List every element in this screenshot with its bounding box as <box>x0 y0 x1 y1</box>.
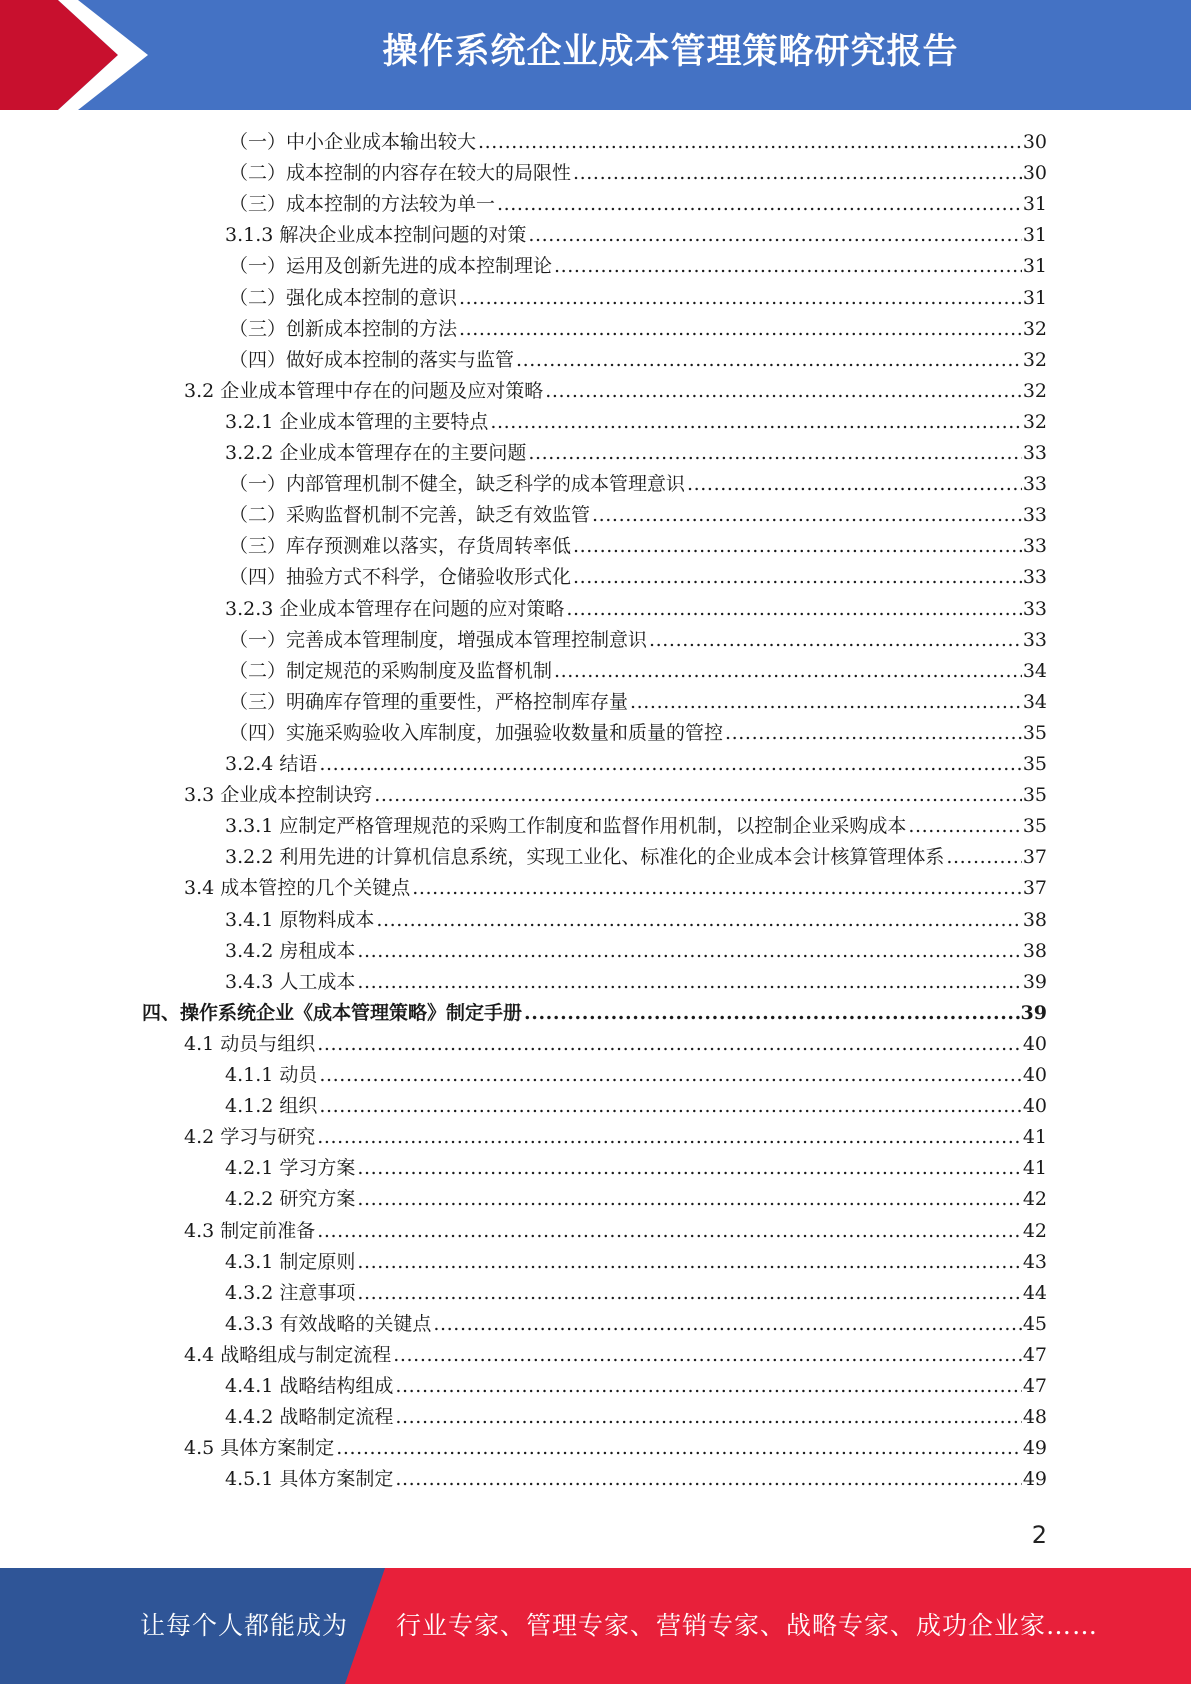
toc-entry[interactable] <box>225 1184 1047 1215</box>
toc-entry-page: 33 <box>1022 535 1047 558</box>
toc-entry[interactable] <box>229 127 1047 158</box>
toc-entry-page: 42 <box>1022 1188 1047 1211</box>
toc-entry-page: 30 <box>1022 162 1047 185</box>
toc-dot-leader <box>317 1122 1022 1153</box>
toc-dot-leader <box>528 220 1021 251</box>
toc-entry[interactable] <box>225 1402 1047 1433</box>
toc-dot-leader <box>566 594 1021 625</box>
toc-entry[interactable] <box>229 500 1047 531</box>
toc-entry-label: （四）实施采购验收入库制度，加强验收数量和质量的管控 <box>229 721 724 744</box>
toc-entry[interactable] <box>184 1216 1047 1247</box>
toc-entry[interactable] <box>229 189 1047 220</box>
toc-dot-leader <box>374 780 1022 811</box>
toc-dot-leader <box>497 189 1022 220</box>
toc-entry-page: 44 <box>1022 1281 1047 1304</box>
toc-dot-leader <box>946 842 1021 873</box>
toc-dot-leader <box>317 1029 1022 1060</box>
toc-entry-page: 31 <box>1022 193 1047 216</box>
toc-entry[interactable] <box>225 967 1047 998</box>
toc-dot-leader <box>725 718 1022 749</box>
toc-entry[interactable] <box>184 1340 1047 1371</box>
toc-entry-page: 30 <box>1022 131 1047 153</box>
toc-entry-label: （一）内部管理机制不健全，缺乏科学的成本管理意识 <box>229 473 686 496</box>
page-footer <box>0 1568 1191 1684</box>
toc-dot-leader <box>317 1216 1022 1247</box>
page-number: 2 <box>1031 1521 1047 1549</box>
toc-entry-page: 47 <box>1022 1375 1047 1397</box>
toc-entry[interactable] <box>184 376 1047 407</box>
toc-entry-label: 3.3.1 应制定严格管理规范的采购工作制度和监督作用机制，以控制企业采购成本 <box>225 815 907 838</box>
toc-entry[interactable] <box>229 251 1047 282</box>
toc-entry-page: 41 <box>1022 1157 1047 1180</box>
toc-entry-label: （三）明确库存管理的重要性，严格控制库存量 <box>229 690 629 713</box>
toc-entry-page: 45 <box>1022 1312 1047 1335</box>
toc-dot-leader <box>545 376 1022 407</box>
toc-entry[interactable] <box>225 1309 1047 1340</box>
toc-entry-label: 4.3.3 有效战略的关键点 <box>225 1312 432 1335</box>
toc-entry-page: 33 <box>1022 566 1047 589</box>
toc-entry-label: （二）成本控制的内容存在较大的局限性 <box>229 162 572 185</box>
toc-dot-leader <box>319 1060 1021 1091</box>
toc-entry[interactable] <box>229 687 1047 718</box>
toc-dot-leader <box>319 749 1021 780</box>
toc-dot-leader <box>459 314 1022 345</box>
toc-entry-page: 38 <box>1022 908 1047 931</box>
toc-entry-page: 34 <box>1022 659 1047 682</box>
toc-entry-label: 4.2.1 学习方案 <box>225 1157 356 1180</box>
toc-entry[interactable] <box>225 1091 1047 1122</box>
toc-entry-label: 四、操作系统企业《成本管理策略》制定手册 <box>142 1001 523 1024</box>
toc-entry[interactable] <box>184 873 1047 904</box>
toc-entry-label: （四）抽验方式不科学，仓储验收形式化 <box>229 566 572 589</box>
toc-entry-page: 35 <box>1022 784 1047 807</box>
toc-dot-leader <box>687 469 1022 500</box>
toc-entry-page: 33 <box>1022 473 1047 496</box>
toc-dot-leader <box>630 687 1022 718</box>
toc-entry-page: 33 <box>1022 504 1047 527</box>
toc-entry[interactable] <box>229 158 1047 189</box>
toc-dot-leader <box>528 438 1021 469</box>
page-header <box>0 0 1191 110</box>
toc-entry-page: 32 <box>1022 410 1047 433</box>
toc-dot-leader <box>573 158 1022 189</box>
toc-entry-page: 43 <box>1022 1250 1047 1273</box>
toc-entry-page: 40 <box>1022 1064 1047 1086</box>
toc-dot-leader <box>459 283 1022 314</box>
toc-dot-leader <box>490 407 1021 438</box>
toc-entry-page: 32 <box>1022 379 1047 402</box>
toc-entry-label: （三）成本控制的方法较为单一 <box>229 193 496 216</box>
toc-entry[interactable] <box>229 625 1047 656</box>
toc-entry-label: 4.1.1 动员 <box>225 1064 318 1086</box>
toc-entry-label: （一）中小企业成本输出较大 <box>229 131 477 153</box>
toc-entry-label: 3.2.2 企业成本管理存在的主要问题 <box>225 442 527 464</box>
toc-entry[interactable] <box>225 1464 1047 1495</box>
toc-entry-label: 4.3.2 注意事项 <box>225 1281 356 1304</box>
toc-entry[interactable] <box>225 936 1047 967</box>
toc-entry-page: 31 <box>1022 224 1047 247</box>
toc-entry-page: 31 <box>1022 255 1047 278</box>
toc-entry-page: 48 <box>1022 1406 1047 1429</box>
toc-entry-page: 34 <box>1022 690 1047 713</box>
toc-entry-label: 3.3 企业成本控制诀窍 <box>184 784 373 807</box>
toc-entry[interactable] <box>225 438 1047 469</box>
toc-entry-label: （二）强化成本控制的意识 <box>229 286 458 309</box>
toc-dot-leader <box>524 998 1020 1029</box>
toc-entry[interactable] <box>229 562 1047 593</box>
toc-entry[interactable] <box>229 314 1047 345</box>
toc-dot-leader <box>357 936 1021 967</box>
toc-dot-leader <box>395 1402 1021 1433</box>
toc-entry[interactable] <box>229 656 1047 687</box>
toc-entry-page: 39 <box>1022 970 1047 993</box>
toc-dot-leader <box>357 1278 1021 1309</box>
toc-entry-page: 37 <box>1022 877 1047 900</box>
toc-entry-label: 4.4.2 战略制定流程 <box>225 1406 394 1429</box>
toc-dot-leader <box>395 1464 1021 1495</box>
toc-entry[interactable] <box>225 1371 1047 1402</box>
toc-entry[interactable] <box>229 469 1047 500</box>
toc-dot-leader <box>357 1184 1021 1215</box>
toc-entry-label: （二）采购监督机制不完善，缺乏有效监管 <box>229 504 591 527</box>
toc-entry-label: 4.2.2 研究方案 <box>225 1188 356 1211</box>
toc-entry[interactable] <box>184 1122 1047 1153</box>
toc-entry-page: 42 <box>1022 1219 1047 1242</box>
toc-dot-leader <box>554 251 1022 282</box>
toc-entry-label: 4.4.1 战略结构组成 <box>225 1375 394 1397</box>
toc-dot-leader <box>573 562 1022 593</box>
toc-entry-label: 4.1 动员与组织 <box>184 1032 316 1055</box>
toc-entry-label: 3.2 企业成本管理中存在的问题及应对策略 <box>184 379 544 402</box>
toc-entry-page: 47 <box>1022 1343 1047 1366</box>
toc-dot-leader <box>357 1247 1021 1278</box>
toc-entry-label: 4.5 具体方案制定 <box>184 1437 335 1460</box>
toc-entry-page: 39 <box>1020 1001 1047 1024</box>
toc-entry-label: 4.2 学习与研究 <box>184 1126 316 1149</box>
toc-entry-page: 49 <box>1022 1437 1047 1460</box>
toc-entry-label: 3.2.2 利用先进的计算机信息系统，实现工业化、标准化的企业成本会计核算管理体系 <box>225 846 945 869</box>
toc-entry-page: 35 <box>1022 721 1047 744</box>
toc-entry-label: （二）制定规范的采购制度及监督机制 <box>229 659 553 682</box>
toc-dot-leader <box>433 1309 1021 1340</box>
toc-entry-page: 35 <box>1022 753 1047 775</box>
toc-entry-page: 41 <box>1022 1126 1047 1149</box>
toc-entry-page: 38 <box>1022 939 1047 962</box>
toc-entry-page: 40 <box>1022 1095 1047 1118</box>
toc-entry[interactable] <box>225 905 1047 936</box>
toc-entry[interactable] <box>225 842 1047 873</box>
toc-entry-label: 4.3 制定前准备 <box>184 1219 316 1242</box>
toc-entry-label: （三）创新成本控制的方法 <box>229 317 458 340</box>
toc-dot-leader <box>319 1091 1021 1122</box>
toc-entry[interactable] <box>229 718 1047 749</box>
toc-entry-label: （三）库存预测难以落实，存货周转率低 <box>229 535 572 558</box>
toc-entry-label: （一）运用及创新先进的成本控制理论 <box>229 255 553 278</box>
toc-entry-label: 3.2.4 结语 <box>225 753 318 775</box>
toc-entry-page: 33 <box>1022 628 1047 651</box>
toc-entry-label: 4.3.1 制定原则 <box>225 1250 356 1273</box>
toc-entry[interactable] <box>225 749 1047 780</box>
toc-entry-page: 32 <box>1022 348 1047 371</box>
toc-entry[interactable] <box>225 1060 1047 1091</box>
toc-dot-leader <box>592 500 1022 531</box>
toc-entry-page: 37 <box>1022 846 1047 869</box>
toc-entry-page: 35 <box>1022 815 1047 838</box>
toc-dot-leader <box>395 1371 1021 1402</box>
toc-entry-label: 3.4.2 房租成本 <box>225 939 356 962</box>
toc-dot-leader <box>376 905 1021 936</box>
toc-dot-leader <box>336 1433 1022 1464</box>
toc-dot-leader <box>908 811 1021 842</box>
toc-entry[interactable] <box>225 1153 1047 1184</box>
toc-dot-leader <box>357 967 1021 998</box>
toc-entry-label: 4.1.2 组织 <box>225 1095 318 1118</box>
toc-entry[interactable] <box>184 1433 1047 1464</box>
toc-entry[interactable] <box>225 407 1047 438</box>
toc-entry[interactable] <box>142 998 1047 1029</box>
toc-entry-page: 49 <box>1022 1468 1047 1491</box>
toc-entry-label: （四）做好成本控制的落实与监管 <box>229 348 515 371</box>
toc-entry[interactable] <box>225 811 1047 842</box>
toc-dot-leader <box>357 1153 1021 1184</box>
toc-entry[interactable] <box>225 220 1047 251</box>
toc-entry[interactable] <box>225 594 1047 625</box>
toc-entry-label: 4.5.1 具体方案制定 <box>225 1468 394 1491</box>
toc-entry-label: 3.4 成本管控的几个关键点 <box>184 877 411 900</box>
toc-entry[interactable] <box>229 283 1047 314</box>
toc-entry[interactable] <box>229 531 1047 562</box>
toc-entry[interactable] <box>184 1029 1047 1060</box>
toc-entry-label: 3.2.3 企业成本管理存在问题的应对策略 <box>225 597 565 620</box>
toc-entry-page: 31 <box>1022 286 1047 309</box>
footer-slogan-right: 行业专家、管理专家、营销专家、战略专家、成功企业家…… <box>396 1611 1099 1640</box>
toc-entry-page: 40 <box>1022 1032 1047 1055</box>
toc-entry-label: 3.1.3 解决企业成本控制问题的对策 <box>225 224 527 247</box>
toc-dot-leader <box>554 656 1022 687</box>
toc-entry-label: （一）完善成本管理制度，增强成本管理控制意识 <box>229 628 648 651</box>
toc-entry-label: 4.4 战略组成与制定流程 <box>184 1343 392 1366</box>
toc-dot-leader <box>478 127 1022 158</box>
toc-entry-label: 3.4.3 人工成本 <box>225 970 356 993</box>
report-title: 操作系统企业成本管理策略研究报告 <box>382 32 959 72</box>
toc-dot-leader <box>393 1340 1022 1371</box>
toc-entry-page: 32 <box>1022 317 1047 340</box>
toc-dot-leader <box>516 345 1022 376</box>
toc-dot-leader <box>412 873 1022 904</box>
toc-entry-label: 3.2.1 企业成本管理的主要特点 <box>225 410 489 433</box>
toc-dot-leader <box>573 531 1022 562</box>
toc-entry[interactable] <box>225 1278 1047 1309</box>
toc-dot-leader <box>649 625 1022 656</box>
toc-entry[interactable] <box>184 780 1047 811</box>
toc-entry[interactable] <box>225 1247 1047 1278</box>
toc-entry[interactable] <box>229 345 1047 376</box>
footer-slogan-left: 让每个人都能成为 <box>140 1611 349 1640</box>
toc-entry-page: 33 <box>1022 442 1047 464</box>
toc-entry-page: 33 <box>1022 597 1047 620</box>
toc-entry-label: 3.4.1 原物料成本 <box>225 908 375 931</box>
